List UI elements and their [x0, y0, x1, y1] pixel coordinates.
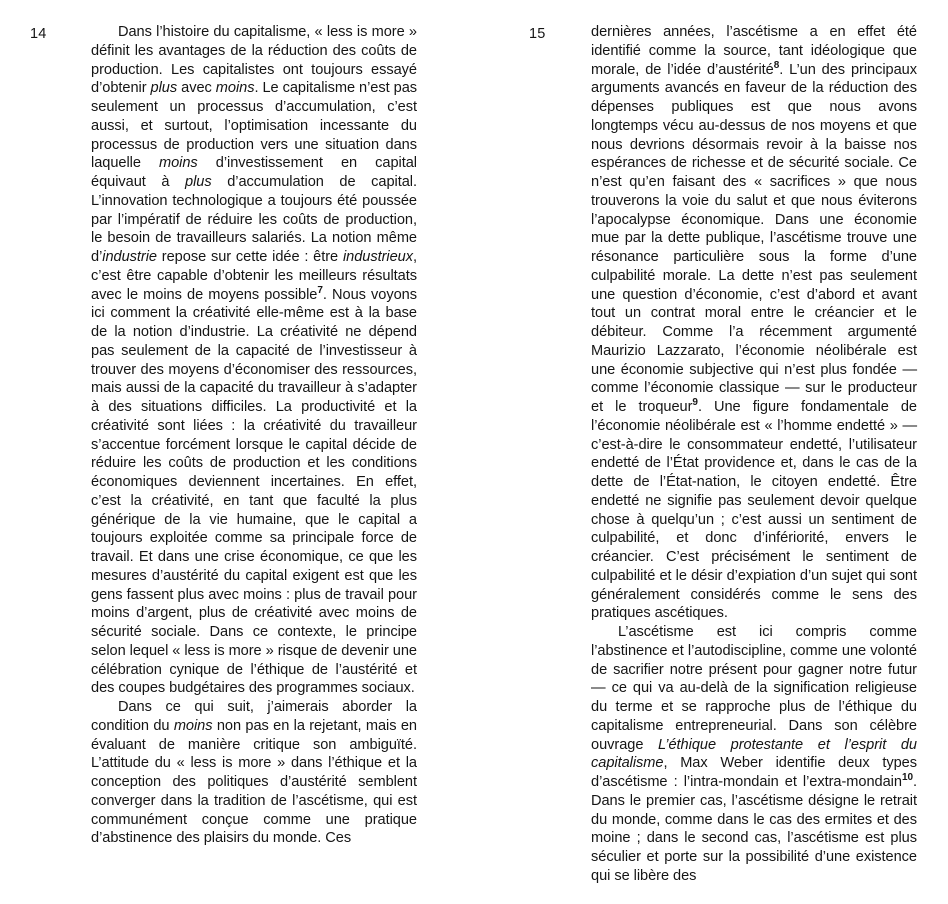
text-run: . Dans le premier cas, l’ascétisme désigne le retrait du monde, comme dans le cas des ermites et des moine ; dans le second cas, l’ascétisme est plus séculier et porte sur la possibilité d’une existence qui se libère des	[591, 774, 917, 884]
text-run: repose sur cette idée : être	[156, 249, 343, 265]
paragraph	[591, 623, 917, 886]
text-run: d’accumulation de capital. L’innovation technologique a toujours été poussée par l’impératif de réduire les coûts de production, le besoin de travailleurs salariés. La notion même d’	[91, 174, 417, 265]
text-run: avec	[177, 80, 216, 97]
italic-run: moins	[215, 80, 255, 97]
text-run: . Nous voyons ici comment la créativité elle-même est à la base de la notion d’industrie. La créativité ne dépend pas seulement de la capacité de l’investisseur à trouver des moyens d’économiser des ressources, mais aussi de la capacité du travailleur à s’adapter à des situations difficiles. La productivité et la créativité sont liées : la créativité du travailleur s’accentue forcément lorsque le capital décide de réduire les coûts de production et les conditions économiques deviennent incertaines. En effet, c’est la créativité, en tant que faculté la plus générique de la vie humaine, que le capital a toujours exploitée comme sa principale force de travail. Et dans une crise économique, ce que les mesures d’austérité du capital exigent est que les gens fassent plus avec moins : plus de travail pour moins d’argent, plus de créativité avec moins de sécurité sociale. Dans ce contexte, le principe selon lequel « less is more » risque de devenir une célébration cynique de l’éthique de l’austérité et des coupes budgétaires des programmes sociaux.	[91, 286, 418, 697]
text-run: . Une figure fondamentale de l’économie néolibérale est « l’homme endetté » — c’est-à-dire le consommateur endetté, l’utilisateur endetté de l’État providence et, dans le cas de la dette de l’État-nation, le citoyen endetté. Être endetté ne signifie pas seulement devoir quelque chose à quelqu’un ; c’est aussi un sentiment de culpabilité, et donc d’infériorité, envers le créancier. C’est précisément le sentiment de culpabilité et le désir d’expiation d’un sujet qui sont généralement considérés comme le sens des pratiques ascétiques.	[591, 399, 917, 622]
italic-run: plus	[185, 174, 212, 190]
text-run: . L’un des principaux arguments avancés en faveur de la réduction des dépenses publiques est que nous avons longtemps vécu au-dessus de nos moyens et que nous devrions désormais revoir à la baisse nos espérances de richesse et de sécurité sociale. Ce n’est qu’en faisant des « sacrifices » que nous trouverons la voie du salut et que nous éviterons l’apocalypse économique. Dans une économie mue par la dette publique, l’ascétisme trouve une résonance particulière sous la forme d’une culpabilité morale. La dette n’est pas seulement une question d’économie, c’est d’abord et avant tout un contrat moral entre le créancier et le débiteur. Comme l’a récemment argumenté Maurizio Lazzarato, l’économie néolibérale est une économie subjective qui n’est plus fondée — comme l’économie classique — sur le producteur et le troqueur	[591, 61, 917, 415]
text-run: Dans ce qui suit, j’aimerais aborder la condition du	[91, 699, 417, 734]
text-run: , Max Weber identifie deux types d’ascétisme : l’intra-mondain et l’extra-mondain	[591, 755, 917, 790]
text-run: Dans l’histoire du capitalisme, « less is more » définit les avantages de la réduction des coûts de production. Les capitalistes ont toujours essayé d’obtenir	[91, 24, 417, 97]
text-run: L’ascétisme est ici compris comme l’abstinence et l’autodiscipline, comme une volonté de sacrifier notre présent pour gagner notre futur — ce qui va au-delà de la signification religieuse du terme et se rapproche plus de l’éthique du capitalisme entrepreneurial. Dans son célèbre ouvrage	[591, 624, 917, 753]
text-run: dernières années, l’ascétisme a en effet été identifié comme la source, tant idéologique que morale, de l’idée d’austérité	[591, 24, 917, 78]
left-text-column	[91, 23, 417, 848]
right-page	[474, 0, 948, 904]
paragraph	[91, 698, 417, 848]
paragraph	[591, 23, 917, 623]
italic-run: industrieux	[342, 249, 413, 265]
page-number-right: 15	[529, 26, 546, 42]
text-run: , c’est être capable d’obtenir les meilleurs résultats avec le moins de moyens possible	[91, 249, 417, 303]
footnote-ref: 9	[692, 397, 698, 408]
italic-run: industrie	[102, 249, 157, 265]
right-text-column	[591, 23, 917, 886]
page-number-left: 14	[30, 26, 47, 42]
italic-run: L’éthique protestante et l’esprit du capitalisme	[591, 736, 917, 772]
footnote-ref: 7	[317, 284, 323, 296]
paragraph	[91, 23, 417, 698]
italic-run: moins	[159, 155, 198, 172]
text-run: non pas en la rejetant, mais en évaluant de manière critique son ambiguïté. L’attitude du « less is more » dans l’éthique et la conception des politiques d’austérité semblent converger dans la tradition de l’ascétisme, qui est communément conçue comme une pratique d’abstinence des plaisirs du monde. Ces	[91, 717, 417, 847]
text-run: d’investissement en capital équivaut à	[91, 155, 417, 190]
footnote-ref: 10	[901, 772, 913, 783]
footnote-ref: 8	[773, 59, 780, 71]
italic-run: moins	[173, 717, 213, 734]
text-run: . Le capitalisme n’est pas seulement un processus d’accumulation, c’est aussi, et surtout, l’optimisation incessante du processus de production vers une situation dans laquelle	[91, 80, 418, 172]
italic-run: plus	[150, 80, 178, 97]
